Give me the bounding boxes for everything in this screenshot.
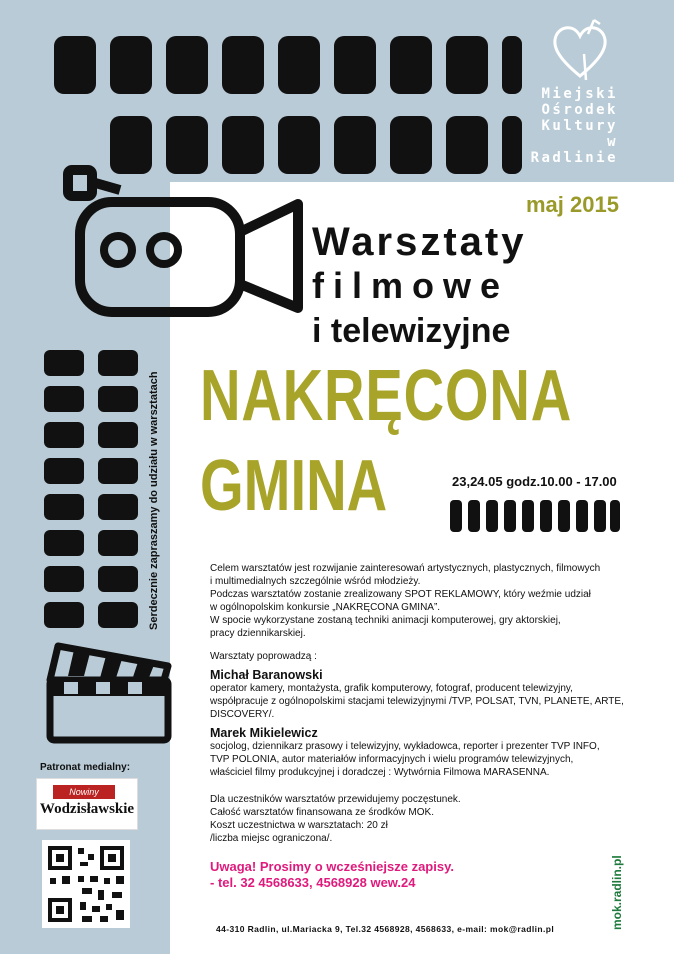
person2-desc: właściciel filmy produkcyjnej i doradczej : Wytwórnia Filmowa MARASENNA. <box>210 767 550 778</box>
person1-desc: DISCOVERY/. <box>210 709 275 720</box>
logo-line: w Radlinie <box>530 134 618 166</box>
film-frame <box>390 36 432 94</box>
person2-desc: TVP POLONIA, autor materiałów informacyjnych i wielu programów telewizyjnych, <box>210 754 574 765</box>
clapperboard-icon <box>44 636 174 746</box>
person2-name: Marek Mikielewicz <box>210 726 318 740</box>
info-line: Całość warsztatów finansowana ze środków MOK. <box>210 807 434 818</box>
logo-line: Ośrodek <box>541 102 618 118</box>
film-frame <box>610 500 620 532</box>
qr-code-icon[interactable] <box>42 840 130 928</box>
film-frame <box>522 500 534 532</box>
film-frame <box>44 386 84 412</box>
film-frame <box>540 500 552 532</box>
film-camera-icon <box>60 160 310 330</box>
film-frame <box>44 566 84 592</box>
film-frame <box>222 36 264 94</box>
title-line-1: Warsztaty <box>312 220 527 264</box>
film-frame <box>98 530 138 556</box>
logo-line: Kultury <box>541 118 618 134</box>
film-frame <box>468 500 480 532</box>
intro-line: i multimedialnych szczególnie wśród młodzieży. <box>210 576 421 587</box>
film-frame <box>44 350 84 376</box>
film-frame <box>98 350 138 376</box>
org-logo-text <box>526 86 618 166</box>
person2-desc: socjolog, dziennikarz prasowy i telewizyjny, wykładowca, reporter i prezenter TVP INFO, <box>210 741 600 752</box>
invitation-vertical <box>148 360 162 630</box>
film-frame <box>390 116 432 174</box>
film-frame <box>334 116 376 174</box>
lead-label: Warsztaty poprowadzą : <box>210 651 317 662</box>
info-line: /liczba miejsc ograniczona/. <box>210 833 333 844</box>
intro-line: Celem warsztatów jest rozwijanie zainteresowań artystycznych, plastycznych, filmowych <box>210 563 601 574</box>
intro-line: pracy dziennikarskiej. <box>210 628 306 639</box>
film-frame <box>446 116 488 174</box>
person1-desc: współpracuje z ogólnopolskimi stacjami telewizyjnymi /TVP, POLSAT, TVN, PLANETE, ARTE, <box>210 696 624 707</box>
info-line: Dla uczestników warsztatów przewidujemy poczęstunek. <box>210 794 461 805</box>
description-block <box>210 562 630 891</box>
website-vertical[interactable] <box>610 820 626 930</box>
signup-alert: Uwaga! Prosimy o wcześniejsze zapisy. <box>210 859 454 874</box>
signup-phone[interactable]: - tel. 32 4568633, 4568928 wew.24 <box>210 875 416 890</box>
media-patron-label: Patronat medialny: <box>40 762 131 773</box>
website-link[interactable]: mok.radlin.pl <box>610 855 624 930</box>
film-frame <box>278 36 320 94</box>
film-strip-left <box>44 350 140 640</box>
film-frame <box>504 500 516 532</box>
film-strip-small <box>450 496 620 536</box>
heart-logo-icon <box>548 14 612 84</box>
media-logo-main: Wodzisławskie <box>39 801 135 817</box>
title-line-3: i telewizyjne <box>312 312 511 350</box>
film-frame <box>44 530 84 556</box>
film-frame <box>502 116 522 174</box>
logo-line: Miejski <box>541 86 618 102</box>
headline-line-2: GMINA <box>200 446 388 526</box>
film-frame <box>98 494 138 520</box>
film-frame <box>446 36 488 94</box>
person1-desc: operator kamery, montażysta, grafik komputerowy, fotograf, producent telewizyjny, <box>210 683 573 694</box>
intro-line: Podczas warsztatów zostanie zrealizowany SPOT REKLAMOWY, który weźmie udział <box>210 589 591 600</box>
film-frame <box>334 36 376 94</box>
invitation-text: Serdecznie zapraszamy do udziału w warsztatach <box>148 371 160 630</box>
film-frame <box>44 422 84 448</box>
footer-address: 44-310 Radlin, ul.Mariacka 9, Tel.32 4568928, 4568633, e-mail: mok@radlin.pl <box>216 924 555 934</box>
film-frame <box>576 500 588 532</box>
film-frame <box>44 602 84 628</box>
film-frame <box>502 36 522 94</box>
film-frame <box>594 500 606 532</box>
film-frame <box>54 36 96 94</box>
film-frame <box>166 36 208 94</box>
film-frame <box>44 494 84 520</box>
info-line: Koszt uczestnictwa w warsztatach: 20 zł <box>210 820 388 831</box>
film-frame <box>110 36 152 94</box>
film-frame <box>98 566 138 592</box>
title-line-2: filmowe <box>312 265 510 306</box>
film-frame <box>558 500 570 532</box>
media-logo-top: Nowiny <box>53 785 115 799</box>
film-frame <box>98 458 138 484</box>
headline-line-1: NAKRĘCONA <box>200 356 573 436</box>
person1-name: Michał Baranowski <box>210 668 323 682</box>
intro-line: w ogólnopolskim konkursie „NAKRĘCONA GMINA”. <box>210 602 441 613</box>
media-partner-logo[interactable] <box>36 778 138 830</box>
film-frame <box>486 500 498 532</box>
event-month: maj 2015 <box>526 192 619 217</box>
film-frame <box>98 386 138 412</box>
film-frame <box>450 500 462 532</box>
film-frame <box>44 458 84 484</box>
intro-line: W spocie wykorzystane zostaną techniki animacji komputerowej, gry aktorskiej, <box>210 615 561 626</box>
film-frame <box>98 422 138 448</box>
film-frame <box>98 602 138 628</box>
event-hours: 23,24.05 godz.10.00 - 17.00 <box>452 474 617 489</box>
